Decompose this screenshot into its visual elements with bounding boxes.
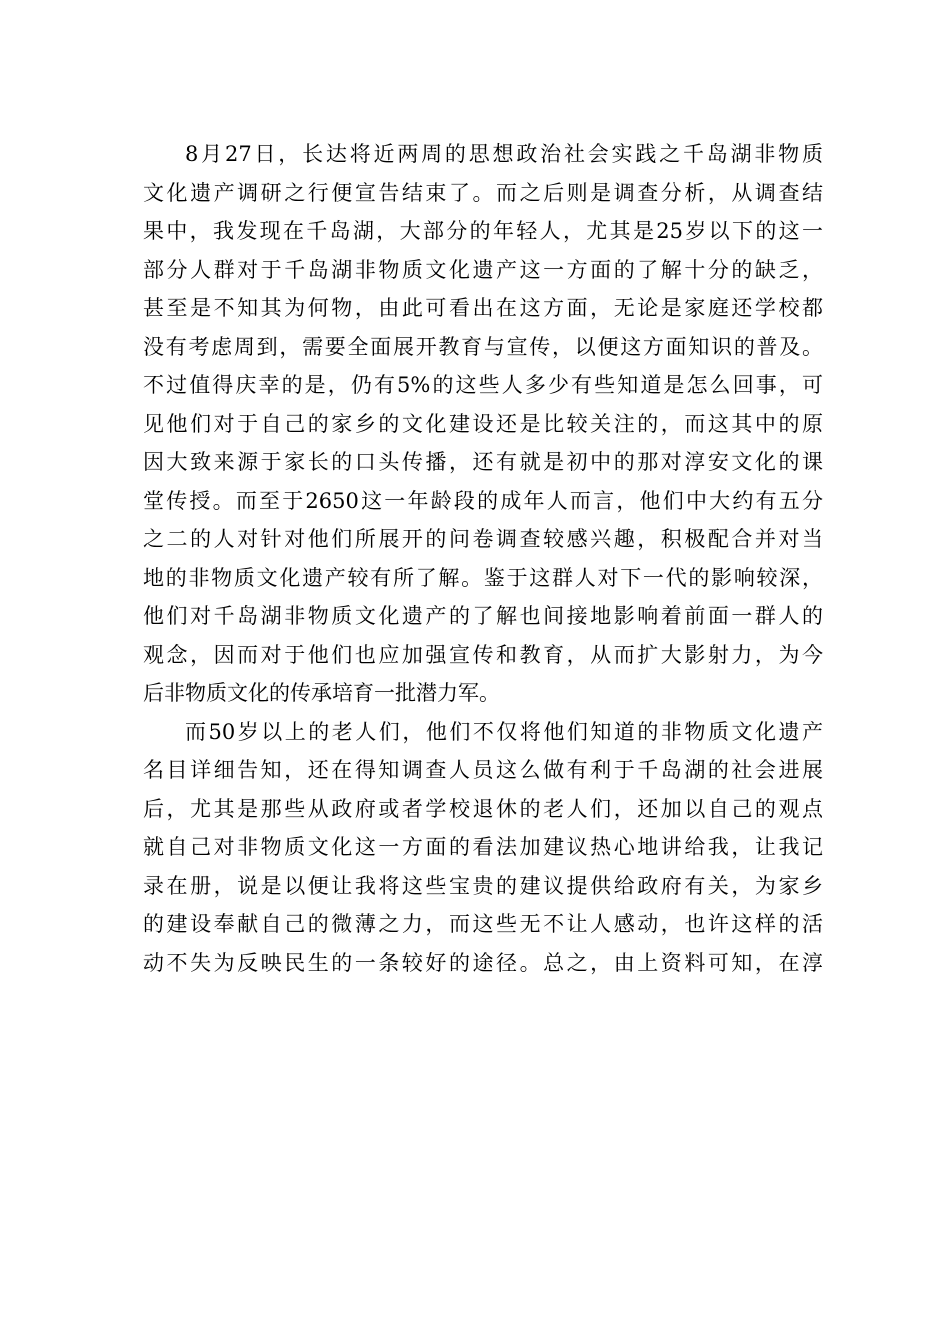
text-line: 之二的人对针对他们所展开的问卷调查较感兴趣，积极配合并对当 [143,527,823,551]
text-line: 后非物质文化的传承培育一批潜力军。 [143,681,500,705]
text-line: 堂传授。而至于2650这一年龄段的成年人而言，他们中大约有五分 [143,488,823,513]
text-line: 观念，因而对于他们也应加强宣传和教育，从而扩大影射力，为今 [143,642,823,667]
text-line: 后，尤其是那些从政府或者学校退休的老人们，还加以自己的观点 [143,796,823,821]
text-line: 因大致来源于家长的口头传播，还有就是初中的那对淳安文化的课 [143,450,823,474]
text-line: 录在册，说是以便让我将这些宝贵的建议提供给政府有关，为家乡 [143,873,823,898]
text-line: 见他们对于自己的家乡的文化建设还是比较关注的，而这其中的原 [143,411,823,436]
text-line: 地的非物质文化遗产较有所了解。鉴于这群人对下一代的影响较深， [143,565,823,590]
text-line: 甚至是不知其为何物，由此可看出在这方面，无论是家庭还学校都 [143,296,823,320]
text-line: 8月27日，长达将近两周的思想政治社会实践之千岛湖非物质 [185,142,823,166]
text-line: 而50岁以上的老人们，他们不仅将他们知道的非物质文化遗产 [185,719,823,744]
body-text [143,135,823,982]
text-line: 名目详细告知，还在得知调查人员这么做有利于千岛湖的社会进展 [143,758,823,782]
text-line: 的建设奉献自己的微薄之力，而这些无不让人感动，也许这样的活 [143,912,823,936]
text-line: 文化遗产调研之行便宣告结束了。而之后则是调查分析，从调查结 [143,180,823,205]
text-line: 不过值得庆幸的是，仍有5%的这些人多少有些知道是怎么回事，可 [143,373,823,397]
text-line: 就自己对非物质文化这一方面的看法加建议热心地讲给我，让我记 [143,835,823,859]
text-line: 部分人群对于千岛湖非物质文化遗产这一方面的了解十分的缺乏， [143,257,823,282]
text-line: 果中，我发现在千岛湖，大部分的年轻人，尤其是25岁以下的这一 [143,219,823,243]
text-line: 他们对千岛湖非物质文化遗产的了解也间接地影响着前面一群人的 [143,604,823,628]
text-line: 动不失为反映民生的一条较好的途径。总之，由上资料可知，在淳 [143,950,823,975]
paragraph-2 [143,713,823,983]
paragraph-1 [143,135,823,713]
text-line: 没有考虑周到，需要全面展开教育与宣传，以便这方面知识的普及。 [143,334,823,359]
